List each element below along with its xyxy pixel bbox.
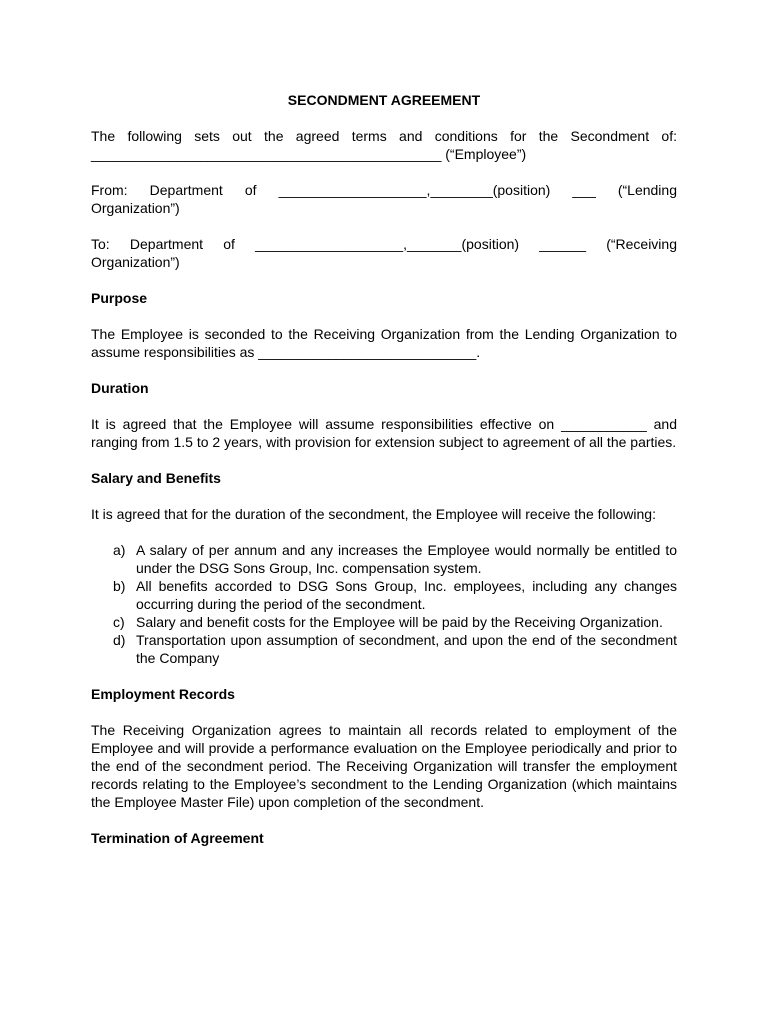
list-item [91,613,677,631]
employment-records-paragraph: The Receiving Organization agrees to maintain all records related to employment of the Employee and will provide a performance evaluation on the Employee periodically and prior to the end of the secondment period. The Receiving Organization will transfer the employment records relating to the Employee’s secondment to the Lending Organization (which maintains the Employee Master File) upon completion of the secondment. [91,722,677,810]
list-marker: b) [113,578,126,594]
list-marker: d) [113,632,126,648]
list-item [91,577,677,613]
document-body [91,91,677,865]
list-marker: a) [113,542,126,558]
document-title: SECONDMENT AGREEMENT [287,92,481,108]
list-item-text: All benefits accorded to DSG Sons Group, Inc. employees, including any changes occurring during the period of the secondment. [136,578,677,612]
list-item [91,541,677,577]
duration-heading: Duration [91,380,149,396]
list-item-text: Transportation upon assumption of secondment, and upon the end of the secondment the Company [136,632,677,666]
termination-heading: Termination of Agreement [91,830,264,846]
list-item-text: A salary of per annum and any increases the Employee would normally be entitled to under the DSG Sons Group, Inc. compensation system. [136,542,677,576]
salary-benefits-paragraph: It is agreed that for the duration of the secondment, the Employee will receive the following: [91,506,656,522]
list-item [91,631,677,667]
salary-benefits-heading: Salary and Benefits [91,470,221,486]
list-item-text: Salary and benefit costs for the Employee will be paid by the Receiving Organization. [136,614,663,630]
purpose-paragraph: The Employee is seconded to the Receiving Organization from the Lending Organization to assume responsibilities as ____________________________. [91,326,677,360]
employment-records-heading: Employment Records [91,686,235,702]
list-marker: c) [113,614,125,630]
purpose-heading: Purpose [91,290,148,306]
to-department-line: To: Department of ___________________,_______(position) ______ (“Receiving Organization”) [91,236,677,270]
from-department-line: From: Department of ___________________,________(position) ___ (“Lending Organization”) [91,182,677,216]
benefits-list [91,541,677,667]
duration-paragraph: It is agreed that the Employee will assume responsibilities effective on ___________ and ranging from 1.5 to 2 years, with provision for extension subject to agreement of all the parties. [91,416,677,450]
intro-paragraph: The following sets out the agreed terms and conditions for the Secondment of: _____________________________________________ (“Employee”) [91,128,677,162]
